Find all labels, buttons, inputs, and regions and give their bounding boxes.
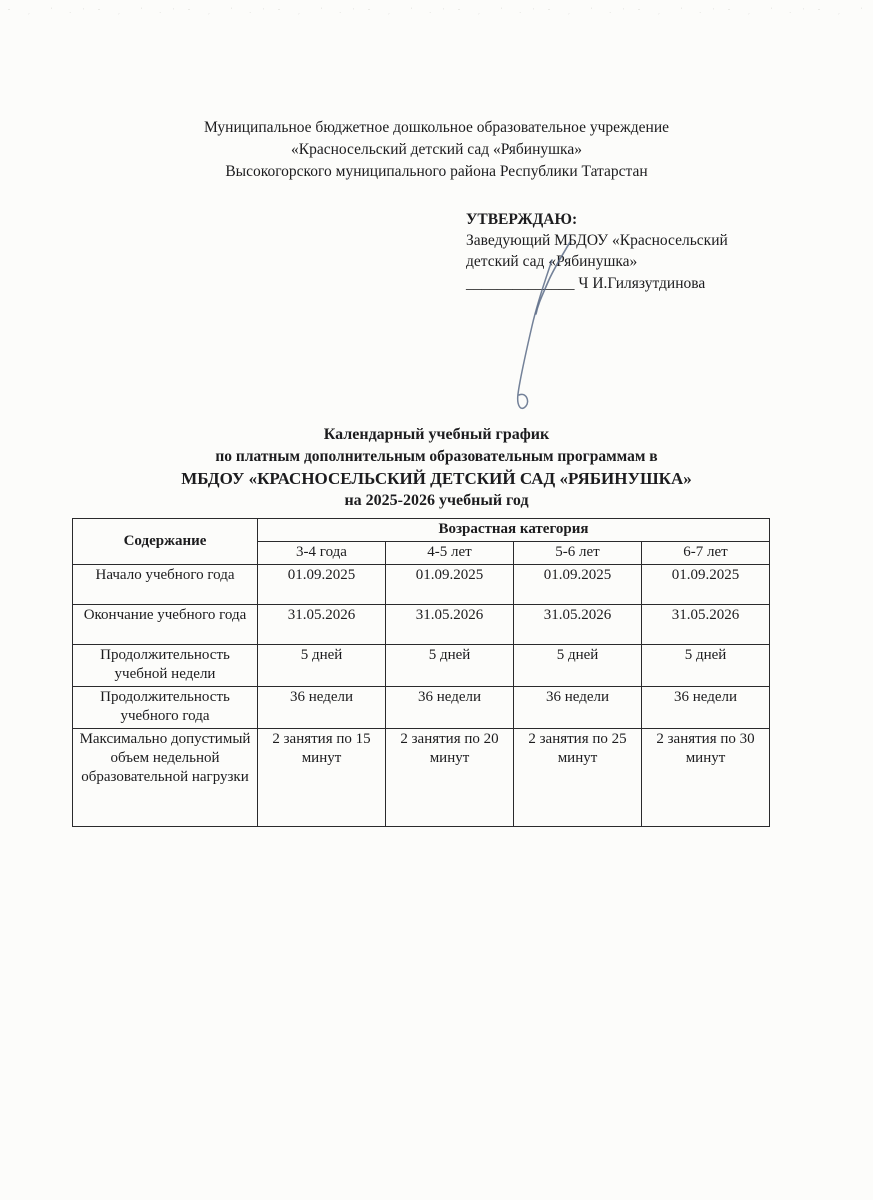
column-header-content: Содержание bbox=[73, 519, 258, 565]
document-title bbox=[0, 424, 873, 512]
approval-line: Заведующий МБДОУ «Красносельский bbox=[466, 232, 728, 249]
table-cell: 2 занятия по 25 минут bbox=[514, 729, 642, 827]
table-row bbox=[73, 605, 770, 645]
title-line: Календарный учебный график bbox=[323, 426, 550, 443]
table-cell: 5 дней bbox=[514, 645, 642, 687]
table-row bbox=[73, 687, 770, 729]
table-cell: 5 дней bbox=[386, 645, 514, 687]
table-cell: 2 занятия по 30 минут bbox=[642, 729, 770, 827]
table-cell: 31.05.2026 bbox=[514, 605, 642, 645]
approval-line: детский сад «Рябинушка» bbox=[466, 253, 638, 270]
organization-line: Высокогорского муниципального района Республики Татарстан bbox=[225, 163, 648, 180]
table-cell: 5 дней bbox=[258, 645, 386, 687]
table-cell: 36 недели bbox=[386, 687, 514, 729]
table-row bbox=[73, 645, 770, 687]
table-cell: 2 занятия по 20 минут bbox=[386, 729, 514, 827]
table-cell: 31.05.2026 bbox=[386, 605, 514, 645]
organization-header bbox=[0, 117, 873, 183]
organization-line: «Красносельский детский сад «Рябинушка» bbox=[291, 141, 582, 158]
table-cell: 31.05.2026 bbox=[642, 605, 770, 645]
table-cell: 31.05.2026 bbox=[258, 605, 386, 645]
title-line: по платным дополнительным образовательным программам в bbox=[215, 448, 658, 465]
row-label: Максимально допустимый объем недельной образовательной нагрузки bbox=[73, 729, 258, 827]
column-header-age-group: Возрастная категория bbox=[258, 519, 770, 542]
scan-noise-artifact bbox=[0, 4, 873, 18]
title-line: на 2025-2026 учебный год bbox=[344, 492, 529, 509]
table-cell: 01.09.2025 bbox=[642, 565, 770, 605]
table-cell: 36 недели bbox=[642, 687, 770, 729]
row-label: Продолжительность учебной недели bbox=[73, 645, 258, 687]
table-cell: 36 недели bbox=[514, 687, 642, 729]
signature-name-line: ______________ Ч И.Гилязутдинова bbox=[466, 275, 706, 292]
title-line: МБДОУ «КРАСНОСЕЛЬСКИЙ ДЕТСКИЙ САД «РЯБИНУШКА» bbox=[181, 469, 692, 488]
age-column-header: 5-6 лет bbox=[514, 542, 642, 565]
table-cell: 36 недели bbox=[258, 687, 386, 729]
calendar-schedule-table bbox=[72, 518, 770, 827]
approval-heading: УТВЕРЖДАЮ: bbox=[466, 211, 578, 228]
table-row bbox=[73, 565, 770, 605]
age-column-header: 6-7 лет bbox=[642, 542, 770, 565]
table-cell: 01.09.2025 bbox=[386, 565, 514, 605]
row-label: Начало учебного года bbox=[73, 565, 258, 605]
table-header-row bbox=[73, 519, 770, 542]
approval-block bbox=[466, 209, 786, 294]
table-cell: 5 дней bbox=[642, 645, 770, 687]
table-cell: 2 занятия по 15 минут bbox=[258, 729, 386, 827]
age-column-header: 3-4 года bbox=[258, 542, 386, 565]
table-cell: 01.09.2025 bbox=[514, 565, 642, 605]
table-row bbox=[73, 729, 770, 827]
row-label: Продолжительность учебного года bbox=[73, 687, 258, 729]
row-label: Окончание учебного года bbox=[73, 605, 258, 645]
age-column-header: 4-5 лет bbox=[386, 542, 514, 565]
organization-line: Муниципальное бюджетное дошкольное образовательное учреждение bbox=[204, 119, 669, 136]
table-cell: 01.09.2025 bbox=[258, 565, 386, 605]
